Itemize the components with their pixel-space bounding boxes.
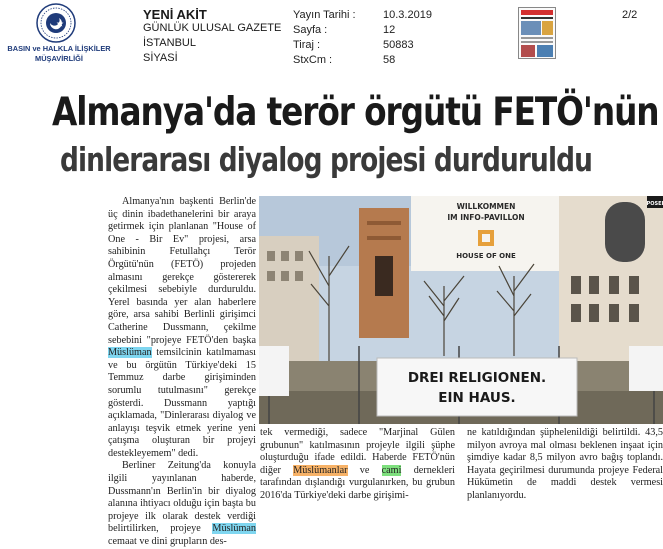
page-label: Sayfa : xyxy=(293,24,328,36)
highlighted-keyword: Müslüman xyxy=(212,523,256,535)
article-photo xyxy=(259,196,663,424)
article-paragraph-3 xyxy=(260,427,455,503)
publication-category: SİYASİ xyxy=(143,52,178,64)
circulation-value: 50883 xyxy=(383,39,414,51)
page-value: 12 xyxy=(383,24,396,36)
headline-sub: dinlerarası diyalog projesi durduruldu xyxy=(60,140,593,179)
banner-text-line1: DREI RELIGIONEN. xyxy=(407,370,547,386)
poster-text: POSEI xyxy=(646,201,663,207)
pavilion-sign-line2: IM INFO-PAVILLON xyxy=(447,213,525,222)
stxcm-label: StxCm : xyxy=(293,54,333,66)
circulation-label: Tiraj : xyxy=(293,39,321,51)
paragraph-1-text-start: Almanya'nın başkenti Berlin'de üç dinin ibadethanelerini bir araya getirmek için planlanan "House of One - Bir Ev" projesi, arsa sahibinin Fetullahçı Terör Örgütü'nün (FETÖ) projeden almasını gerekçe göstererek çekilmesi sebebiyle durduruldu. Yerel basında yer alan haberlere göre, arsa sahibi Berlinli girişimci Catherine Dussmann, çekilme sebebini "projeye FETÖ'den başka xyxy=(108,196,256,346)
article-paragraph-4: ne katıldığından şüphelenildiği belirtildi. 43,5 milyon avroya mal olması beklenen inşaat için şimdiye kadar 8,5 milyon avro bağış toplandı. Hayata geçirilmesi durumunda projeye Federal Hükümetin de maddi destek vermesi planlanıyordu. xyxy=(467,427,663,501)
photo-illustration xyxy=(259,196,663,424)
paragraph-2-text-end: cemaat ve dini grupların des- xyxy=(108,536,227,548)
highlighted-keyword: cami xyxy=(381,464,402,476)
stxcm-value: 58 xyxy=(383,54,396,66)
article-column-3 xyxy=(467,427,663,503)
paragraph-3-text-start: tek vermediği, sadece "Marjinal Gülen grubunun" katılmasının projeyle ilgili şüphe oluşturduğu ifade edildi. Haberde FETÖ'nün diğer xyxy=(260,427,455,476)
pavilion-sign-line1: WILLKOMMEN xyxy=(456,202,516,211)
newspaper-page-thumbnail[interactable] xyxy=(518,7,556,59)
publication-type: GÜNLÜK ULUSAL GAZETE xyxy=(143,22,282,34)
article-column-1 xyxy=(108,196,256,549)
article-column-2 xyxy=(260,427,455,503)
publication-city: İSTANBUL xyxy=(143,37,196,49)
government-seal-icon xyxy=(36,3,76,43)
paragraph-2-text-start: Berliner Zeitung'da konuyla ilgili yayınlanan haberde, Dussmann'ın Berlin'in bir diyalog alanına ihtiyacı olduğu için başta bu projeye ilk olarak destek verdiği belirtilirken, projeye xyxy=(108,460,256,535)
agency-logo xyxy=(0,2,118,68)
date-value: 10.3.2019 xyxy=(383,9,432,21)
paragraph-1-text-end: temsilcinin katılmaması ve bu örgütün Türkiye'deki 15 Temmuz darbe girişiminden sorumlu tutulmasını" gerekçe gösterdi. Dussmann yaptığı açıklamada, "Dinlerarası diyalog ve anlayışı teşvik etmek yerine yeni çatışma oluşturan bir projeyi destekleyemem" dedi. xyxy=(108,347,256,459)
paragraph-3-text-end: dernekleri tarafından dışlandığı vurgulanırken, bu grubun 2016'da Türkiye'deki darbe girişimi- xyxy=(260,464,455,501)
headline-main: Almanya'da terör örgütü FETÖ'nün xyxy=(52,90,659,135)
highlighted-keyword: Müslümanlar xyxy=(293,464,348,476)
house-of-one-sign: HOUSE OF ONE xyxy=(456,252,516,260)
article-paragraph-2 xyxy=(108,460,256,548)
highlighted-keyword: Müslüman xyxy=(108,347,152,359)
agency-name-line1: BASIN ve HALKLA İLİŞKİLER xyxy=(7,44,111,53)
page-count: 2/2 xyxy=(622,9,638,21)
paragraph-3-text-middle: ve xyxy=(359,464,370,476)
publication-name: YENİ AKİT xyxy=(143,7,207,22)
agency-name-line2: MÜŞAVİRLİĞİ xyxy=(35,54,83,63)
banner-text-line2: EIN HAUS. xyxy=(438,390,516,406)
article-paragraph-1 xyxy=(108,196,256,460)
date-label: Yayın Tarihi : xyxy=(293,9,356,21)
